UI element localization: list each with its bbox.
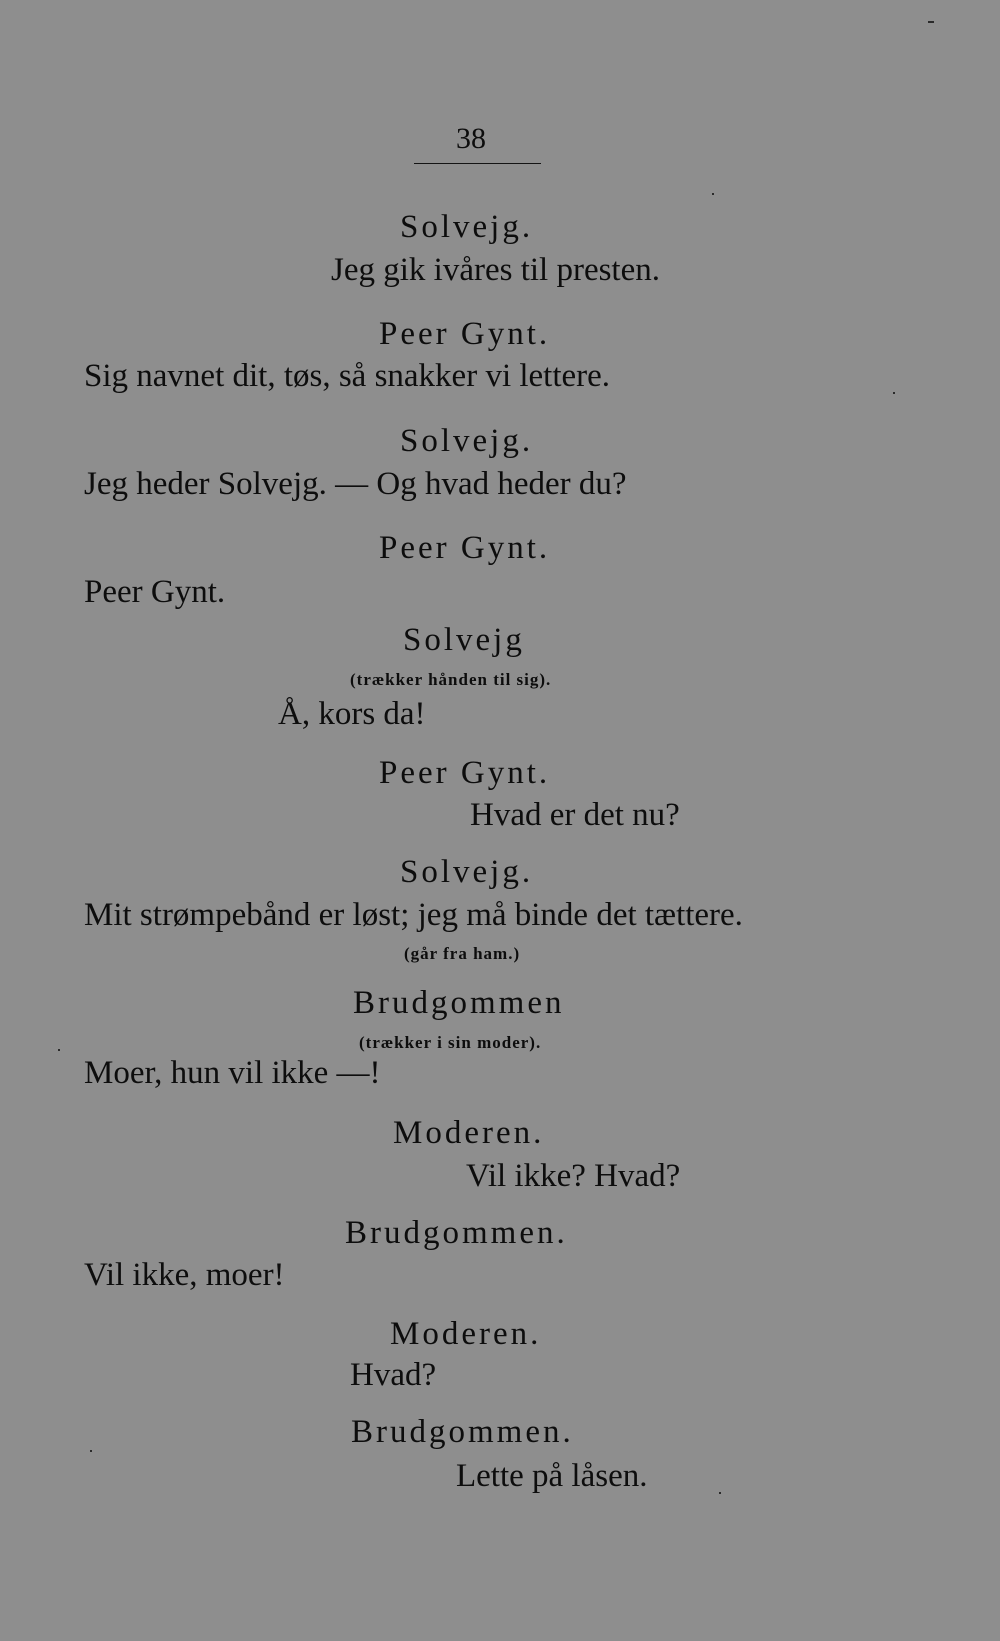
scan-speck — [928, 21, 934, 23]
verse-line: Jeg gik ivåres til presten. — [331, 252, 661, 288]
speaker-heading: Solvejg. — [400, 209, 534, 245]
verse-line: Moer, hun vil ikke —! — [84, 1055, 381, 1091]
page-number: 38 — [456, 122, 486, 155]
verse-line: Vil ikke? Hvad? — [466, 1158, 681, 1194]
speaker-heading: Peer Gynt. — [379, 530, 551, 566]
speaker-heading: Moderen. — [393, 1115, 545, 1151]
page-number-rule — [414, 163, 541, 164]
verse-line: Peer Gynt. — [84, 574, 226, 610]
stage-direction: (trækker i sin moder). — [359, 1033, 542, 1052]
scan-speck — [712, 193, 714, 195]
scan-speck — [893, 392, 895, 394]
speaker-heading: Solvejg. — [400, 423, 534, 459]
scan-speck — [58, 1049, 60, 1051]
speaker-heading: Peer Gynt. — [379, 316, 551, 352]
verse-line: Hvad? — [350, 1357, 437, 1393]
verse-line: Jeg heder Solvejg. — Og hvad heder du? — [84, 466, 627, 502]
verse-line: Vil ikke, moer! — [84, 1257, 285, 1293]
verse-line: Mit strømpebånd er løst; jeg må binde det tættere. — [84, 897, 743, 933]
verse-line: Sig navnet dit, tøs, så snakker vi lettere. — [84, 358, 611, 394]
speaker-heading: Solvejg. — [400, 854, 534, 890]
speaker-heading: Peer Gynt. — [379, 755, 551, 791]
verse-line: Lette på låsen. — [456, 1458, 648, 1494]
scan-speck — [90, 1450, 92, 1452]
speaker-heading: Moderen. — [390, 1316, 542, 1352]
speaker-heading: Brudgommen. — [351, 1414, 574, 1450]
verse-line: Å, kors da! — [278, 696, 426, 732]
scan-speck — [719, 1492, 721, 1494]
speaker-heading: Brudgommen — [353, 985, 565, 1021]
speaker-heading: Solvejg — [403, 622, 525, 658]
verse-line: Hvad er det nu? — [470, 797, 680, 833]
stage-direction: (trækker hånden til sig). — [350, 670, 552, 689]
stage-direction: (går fra ham.) — [404, 944, 521, 963]
speaker-heading: Brudgommen. — [345, 1215, 568, 1251]
